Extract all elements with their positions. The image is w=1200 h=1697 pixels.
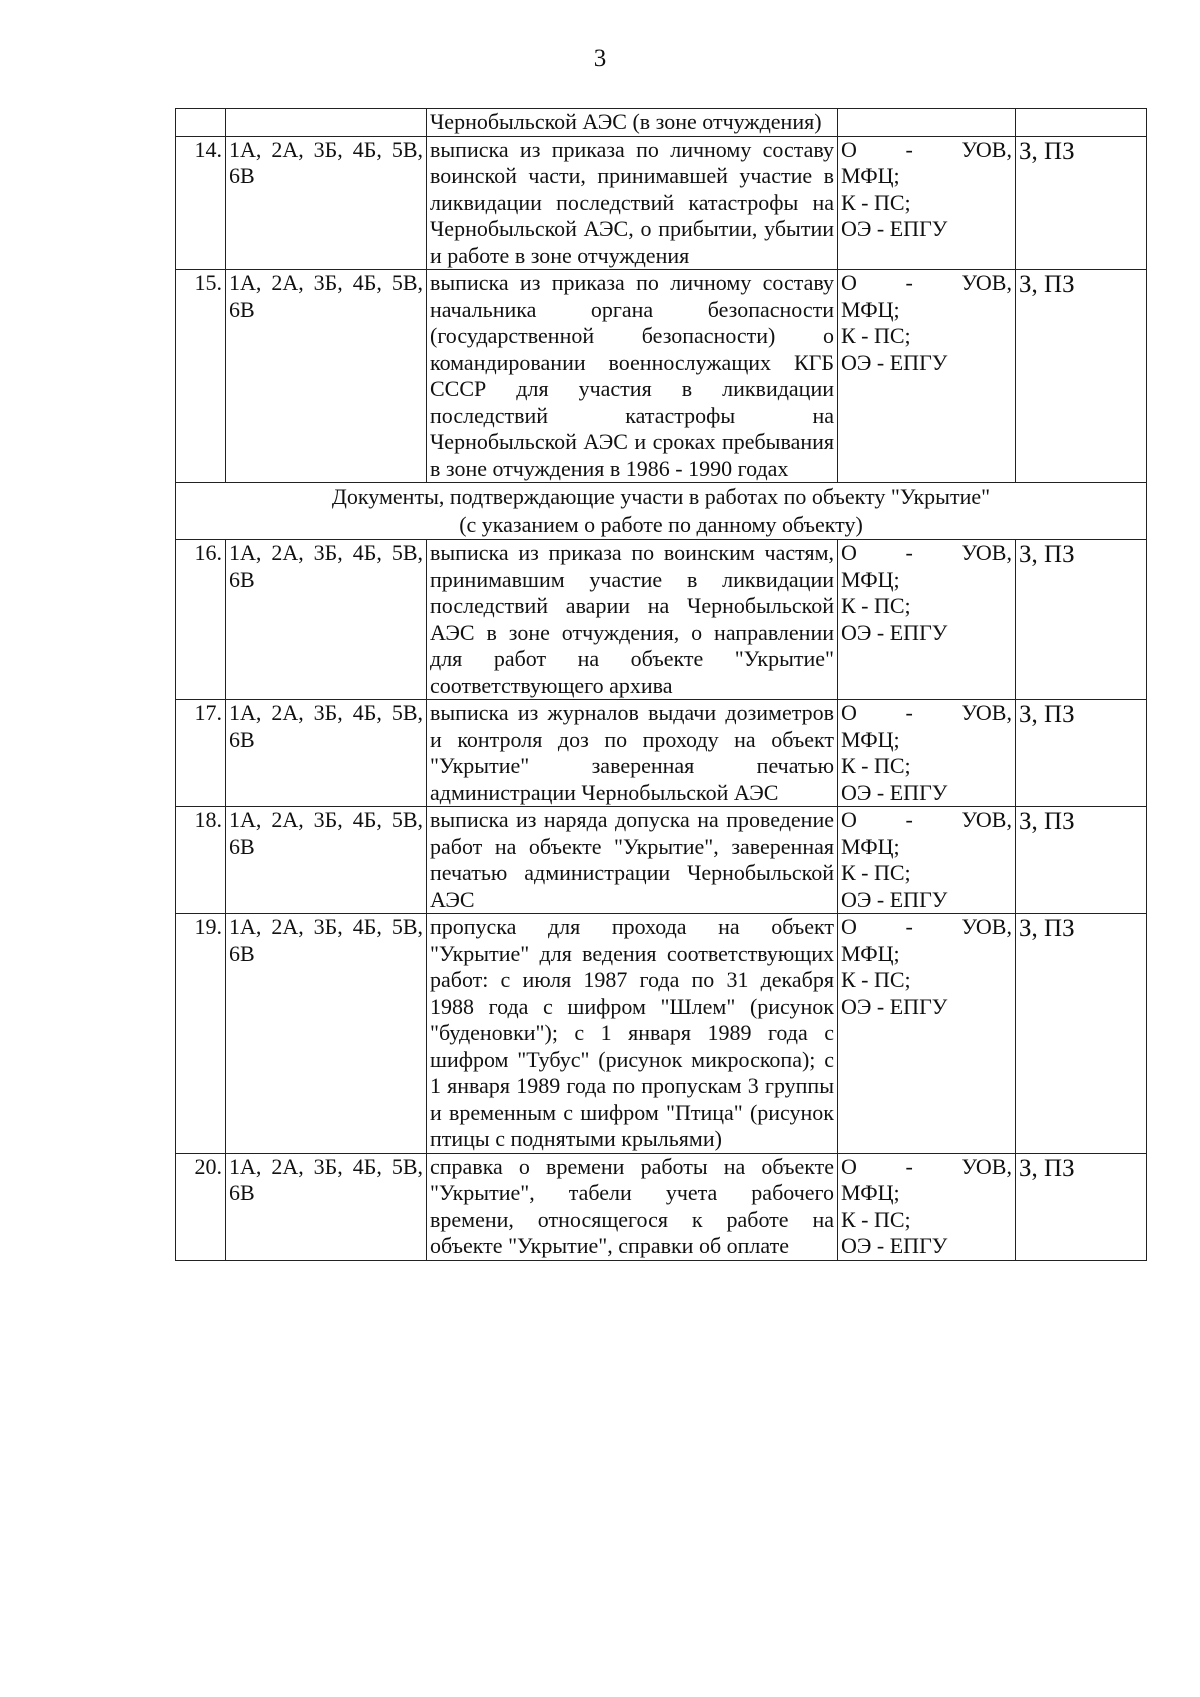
row-document-type: З, ПЗ: [1016, 914, 1147, 1154]
row-document: выписка из приказа по личному составу воинской части, принимавшей участие в ликвидации последствий катастрофы на Чернобыльской АЭС, о прибытии, убытии и работе в зоне отчуждения: [427, 136, 838, 270]
row-submission-methods: [838, 540, 1016, 700]
submission-method-line: К - ПС;: [841, 323, 911, 348]
row-document: выписка из наряда допуска на проведение работ на объекте "Укрытие", заверенная печатью администрации Чернобыльской АЭС: [427, 807, 838, 914]
row-document: Чернобыльской АЭС (в зоне отчуждения): [427, 109, 838, 137]
row-categories: 1А, 2А, 3Б, 4Б, 5В, 6В: [226, 136, 427, 270]
row-submission-methods: [838, 136, 1016, 270]
submission-method-line: ОЭ - ЕПГУ: [841, 779, 948, 805]
section-heading: [176, 483, 1147, 540]
row-submission-methods: [838, 270, 1016, 483]
submission-method-line: ОЭ - ЕПГУ: [841, 349, 948, 375]
row-number: 14.: [176, 136, 226, 270]
table-row: [176, 270, 1147, 483]
row-categories: 1А, 2А, 3Б, 4Б, 5В, 6В: [226, 914, 427, 1154]
submission-method-line: [841, 914, 1012, 941]
submission-method-part: О: [841, 700, 857, 725]
page-number: 3: [593, 45, 607, 72]
submission-method-part: О: [841, 540, 857, 565]
submission-method-line: МФЦ;: [841, 1180, 900, 1205]
row-submission-methods: [838, 1153, 1016, 1260]
row-document: выписка из приказа по воинским частям, принимавшим участие в ликвидации последствий аварии на Чернобыльской АЭС в зоне отчуждения, о направлении для работ на объекте "Укрытие" соответствующего архива: [427, 540, 838, 700]
submission-method-part: -: [905, 700, 913, 725]
table-row: [176, 1153, 1147, 1260]
row-document-type: З, ПЗ: [1016, 540, 1147, 700]
row-number: 17.: [176, 700, 226, 807]
row-submission-methods: [838, 914, 1016, 1154]
submission-method-line: [841, 700, 1012, 727]
submission-method-line: МФЦ;: [841, 833, 900, 859]
row-document: выписка из приказа по личному составу начальника органа безопасности (государственной безопасности) о командировании военнослужащих КГБ СССР для участия в ликвидации последствий катастрофы на Чернобыльской АЭС и сроках пребывания в зоне отчуждения в 1986 - 1990 годах: [427, 270, 838, 483]
row-categories: 1А, 2А, 3Б, 4Б, 5В, 6В: [226, 270, 427, 483]
row-number: 16.: [176, 540, 226, 700]
section-heading-line2: (с указанием о работе по данному объекту): [459, 512, 863, 537]
row-number: 19.: [176, 914, 226, 1154]
row-document-type: З, ПЗ: [1016, 270, 1147, 483]
row-number: 18.: [176, 807, 226, 914]
submission-method-line: ОЭ - ЕПГУ: [841, 1233, 948, 1258]
submission-method-part: УОВ,: [961, 700, 1012, 725]
submission-method-part: О: [841, 136, 857, 162]
table-row: [176, 914, 1147, 1154]
submission-method-part: О: [841, 270, 857, 295]
row-document-type: З, ПЗ: [1016, 700, 1147, 807]
submission-method-part: -: [905, 807, 913, 832]
documents-table: [175, 108, 1147, 1261]
table-row: [176, 540, 1147, 700]
submission-method-part: О: [841, 807, 857, 832]
row-number: 15.: [176, 270, 226, 483]
submission-method-line: МФЦ;: [841, 726, 900, 752]
submission-method-part: О: [841, 914, 857, 939]
submission-method-line: К - ПС;: [841, 967, 911, 992]
row-document: выписка из журналов выдачи дозиметров и контроля доз по проходу на объект "Укрытие" заверенная печатью администрации Чернобыльской АЭС: [427, 700, 838, 807]
row-categories: [226, 109, 427, 137]
submission-method-line: ОЭ - ЕПГУ: [841, 216, 948, 241]
submission-method-part: УОВ,: [961, 1153, 1012, 1179]
section-heading-line1: Документы, подтверждающие участи в работах по объекту "Укрытие": [331, 484, 991, 509]
row-document-type: З, ПЗ: [1016, 1153, 1147, 1260]
table-body-bottom: [176, 540, 1147, 1261]
submission-method-part: УОВ,: [961, 136, 1012, 162]
submission-method-line: [841, 270, 1012, 297]
submission-method-part: -: [905, 540, 913, 565]
row-categories: 1А, 2А, 3Б, 4Б, 5В, 6В: [226, 540, 427, 700]
submission-method-line: К - ПС;: [841, 860, 911, 885]
row-document-type: [1016, 109, 1147, 137]
submission-method-line: [841, 1154, 1012, 1181]
table-body-top: [176, 109, 1147, 483]
row-document: пропуска для прохода на объект "Укрытие" для ведения соответствующих работ: с июля 1987 года по 31 декабря 1988 года с шифром "Шлем" (рисунок "буденовки"); с 1 января 1989 года с шифром "Тубус" (рисунок микроскопа); с 1 января 1989 года по пропускам 3 группы и временным с шифром "Птица" (рисунок птицы с поднятыми крыльями): [427, 914, 838, 1154]
table-row: [176, 807, 1147, 914]
submission-method-part: -: [905, 136, 913, 162]
row-submission-methods: [838, 700, 1016, 807]
submission-method-line: МФЦ;: [841, 566, 900, 592]
submission-method-line: [841, 540, 1012, 567]
submission-method-part: УОВ,: [961, 914, 1012, 939]
submission-method-part: -: [905, 270, 913, 295]
row-categories: 1А, 2А, 3Б, 4Б, 5В, 6В: [226, 700, 427, 807]
table-row: [176, 136, 1147, 270]
submission-method-line: МФЦ;: [841, 940, 900, 966]
row-number: 20.: [176, 1153, 226, 1260]
row-categories: 1А, 2А, 3Б, 4Б, 5В, 6В: [226, 807, 427, 914]
row-document-type: З, ПЗ: [1016, 807, 1147, 914]
submission-method-part: УОВ,: [961, 807, 1012, 832]
section-heading-row: [176, 483, 1147, 540]
row-submission-methods: [838, 109, 1016, 137]
submission-method-line: К - ПС;: [841, 753, 911, 778]
table-row: [176, 109, 1147, 137]
table-section: [176, 483, 1147, 540]
submission-method-line: МФЦ;: [841, 163, 900, 188]
submission-method-line: К - ПС;: [841, 593, 911, 618]
row-categories: 1А, 2А, 3Б, 4Б, 5В, 6В: [226, 1153, 427, 1260]
row-document: справка о времени работы на объекте "Укрытие", табели учета рабочего времени, относящегося к работе на объекте "Укрытие", справки об оплате: [427, 1153, 838, 1260]
submission-method-line: К - ПС;: [841, 189, 911, 215]
submission-method-part: УОВ,: [961, 270, 1012, 295]
row-number: [176, 109, 226, 137]
table-row: [176, 700, 1147, 807]
row-submission-methods: [838, 807, 1016, 914]
submission-method-line: МФЦ;: [841, 296, 900, 322]
submission-method-part: -: [905, 914, 913, 939]
submission-method-line: ОЭ - ЕПГУ: [841, 993, 948, 1019]
row-document-type: З, ПЗ: [1016, 136, 1147, 270]
submission-method-part: О: [841, 1153, 857, 1179]
submission-method-part: УОВ,: [961, 540, 1012, 565]
submission-method-line: ОЭ - ЕПГУ: [841, 886, 948, 912]
submission-method-line: К - ПС;: [841, 1206, 911, 1232]
submission-method-line: [841, 807, 1012, 834]
submission-method-line: ОЭ - ЕПГУ: [841, 619, 948, 645]
submission-method-part: -: [905, 1153, 913, 1179]
submission-method-line: [841, 137, 1012, 164]
